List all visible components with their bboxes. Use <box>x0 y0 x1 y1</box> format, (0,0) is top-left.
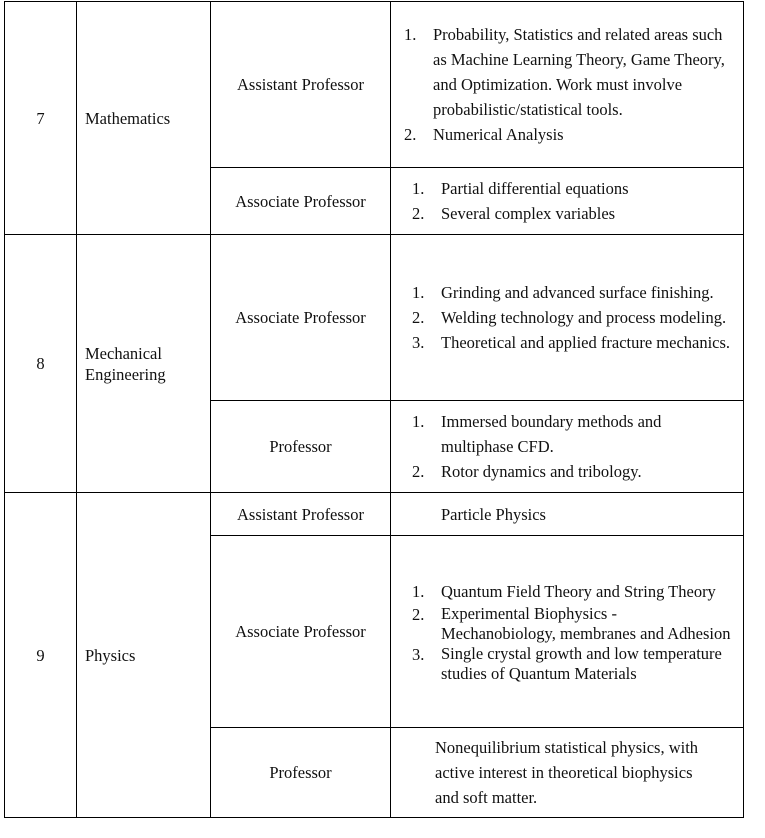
position-title: Assistant Professor <box>211 493 391 536</box>
areas-list <box>399 409 735 484</box>
areas-list <box>399 22 735 147</box>
position-title: Professor <box>211 728 391 818</box>
position-title: Associate Professor <box>211 235 391 401</box>
research-areas <box>391 536 744 728</box>
list-item: 1. Partial differential equations <box>412 179 629 198</box>
research-areas <box>391 235 744 401</box>
research-areas <box>391 728 744 818</box>
department-name: Mechanical Engineering <box>77 235 211 493</box>
department-name: Mathematics <box>77 2 211 235</box>
position-title: Assistant Professor <box>211 2 391 168</box>
list-item: 2. Rotor dynamics and tribology. <box>412 462 642 481</box>
area-text: Particle Physics <box>441 504 546 524</box>
list-item: 2. Numerical Analysis <box>404 125 564 144</box>
row-number: 7 <box>5 2 77 235</box>
position-title: Associate Professor <box>211 168 391 235</box>
list-item: 3. Theoretical and applied fracture mechanics. <box>412 333 731 352</box>
research-areas <box>391 493 744 536</box>
table-row <box>5 493 744 536</box>
research-areas <box>391 2 744 168</box>
faculty-openings-table <box>4 1 744 818</box>
position-title: Professor <box>211 401 391 493</box>
research-areas <box>391 401 744 493</box>
department-name: Physics <box>77 493 211 818</box>
table-row <box>5 2 744 168</box>
row-number: 9 <box>5 493 77 818</box>
position-title: Associate Professor <box>211 536 391 728</box>
list-item: 2. Welding technology and process modeling. <box>412 308 727 327</box>
list-item: 1. Immersed boundary methods and multiphase CFD. <box>412 412 662 456</box>
table-row <box>5 235 744 401</box>
list-item: 2. Several complex variables <box>412 204 616 223</box>
list-item: 1. Quantum Field Theory and String Theory <box>412 582 716 601</box>
list-item: 3. Single crystal growth and low temperature studies of Quantum Materials <box>412 644 722 683</box>
list-item: 1. Grinding and advanced surface finishing. <box>412 283 714 302</box>
row-number: 8 <box>5 235 77 493</box>
research-areas <box>391 168 744 235</box>
areas-list <box>399 280 735 355</box>
list-item: 1. Probability, Statistics and related areas such as Machine Learning Theory, Game Theory, and Optimization. Work must involve probabilistic/statistical tools. <box>404 25 725 119</box>
area-text: Nonequilibrium statistical physics, with active interest in theoretical biophysics and soft matter. <box>435 738 699 807</box>
areas-list <box>399 176 735 226</box>
list-item: 2. Experimental Biophysics - Mechanobiology, membranes and Adhesion <box>412 604 731 643</box>
areas-list <box>399 579 735 684</box>
